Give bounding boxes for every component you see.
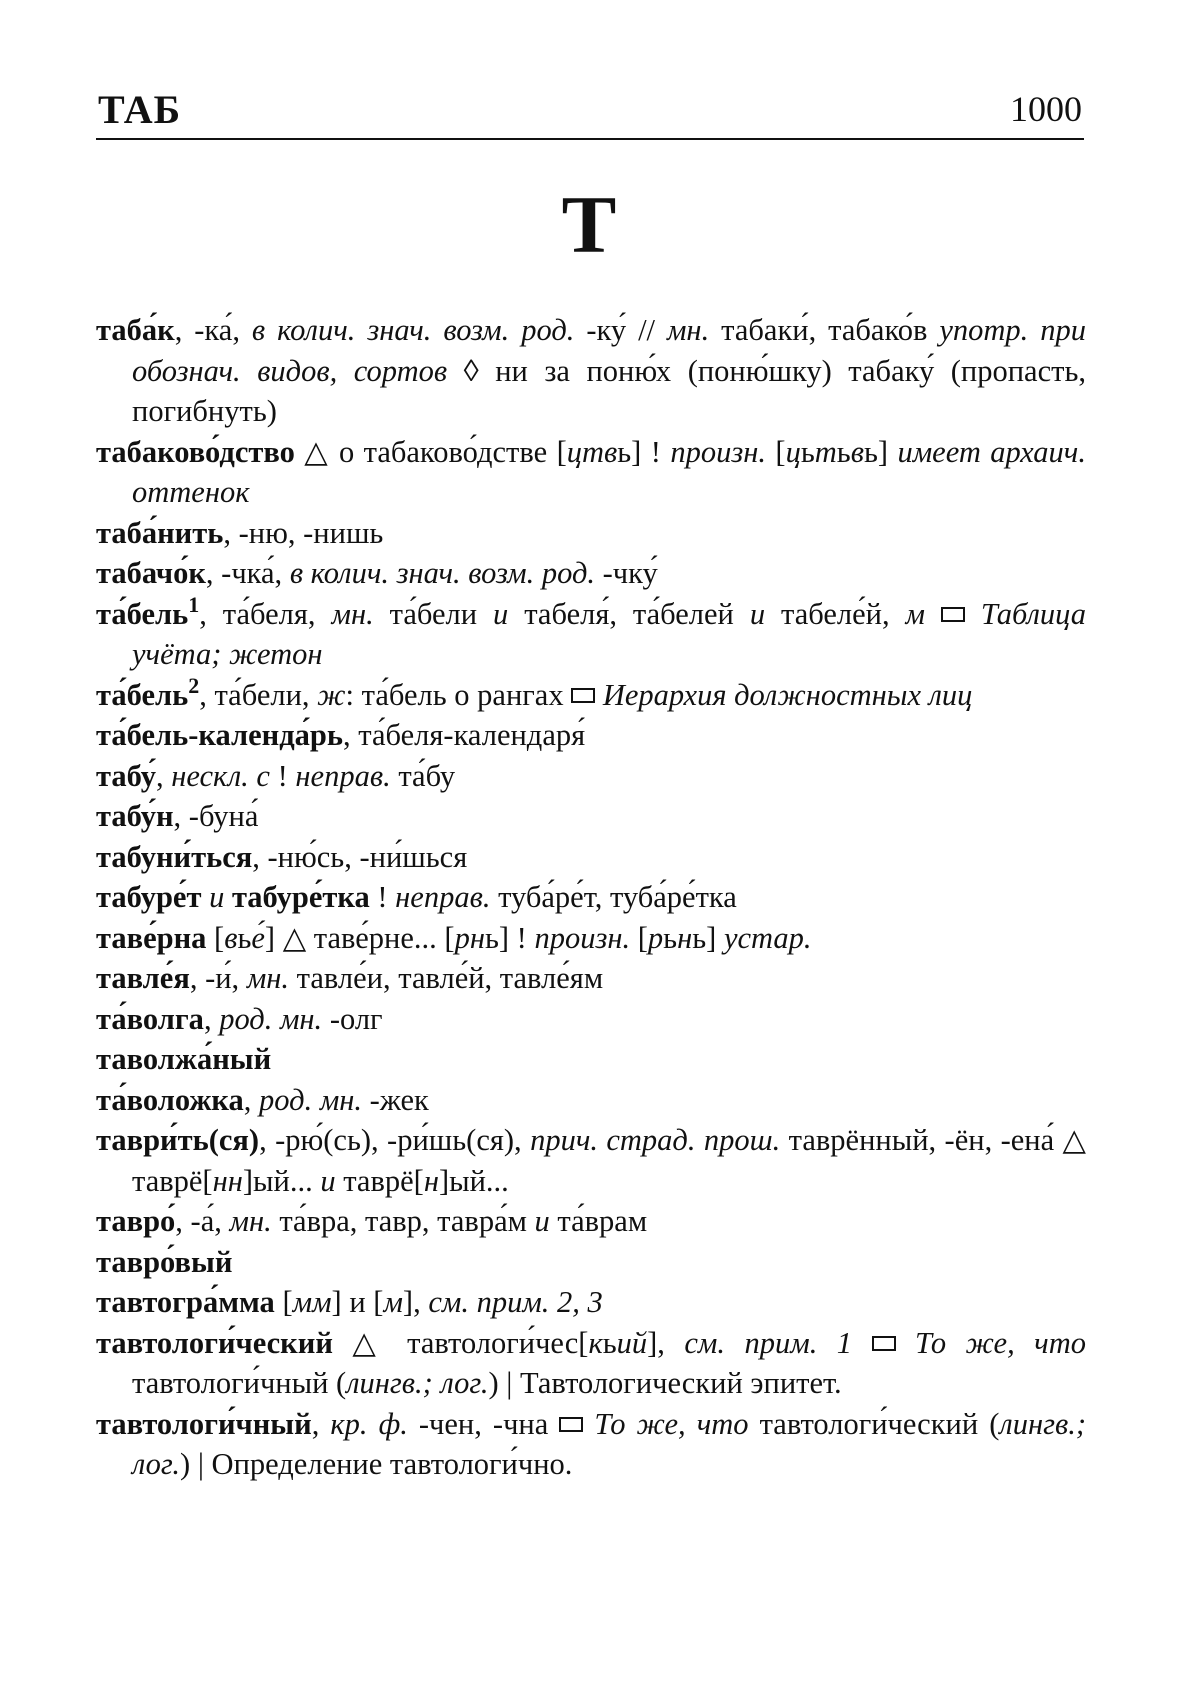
entry-text: та́бу	[390, 758, 456, 793]
entry-text: ь	[617, 434, 632, 469]
entry-text: △ тавтологи́чес[	[332, 1325, 589, 1360]
label-italic: н	[423, 1163, 439, 1198]
entry-text	[965, 597, 981, 631]
headword: табачо́к	[96, 556, 206, 590]
label-italic: произн.	[670, 434, 766, 469]
label-italic: цтв	[566, 434, 618, 469]
entry-text: , та́бели,	[199, 677, 318, 712]
entry-text	[852, 1326, 871, 1360]
entry-text: !	[369, 880, 396, 914]
entry-text: ь	[692, 920, 707, 955]
headword: табуре́т	[96, 880, 202, 914]
dictionary-entry	[96, 715, 1086, 756]
label-italic: Таблица учёта; жетон	[132, 596, 1086, 671]
label-italic: м	[383, 1285, 403, 1319]
label-italic: м	[905, 596, 925, 631]
entry-text: табеле́й,	[765, 596, 906, 631]
entry-text: [	[274, 1285, 293, 1319]
label-italic: устар.	[723, 920, 812, 955]
label-italic: и	[320, 1163, 336, 1198]
entries-list	[96, 310, 1086, 1485]
dictionary-entry	[96, 1039, 1086, 1080]
label-italic: см. прим. 2, 3	[428, 1285, 603, 1319]
label-italic: нескл. с	[171, 758, 270, 793]
label-italic: Иерархия должностных лиц	[602, 677, 973, 712]
headword: тавтологи́чный	[96, 1406, 312, 1441]
entry-text: : та́бель о рангах	[345, 677, 572, 712]
headword: тавтогра́мма	[96, 1285, 275, 1319]
label-italic: мн.	[229, 1204, 272, 1238]
label-italic: лингв.; лог.	[346, 1366, 489, 1400]
entry-text: ]ый...	[438, 1163, 509, 1198]
entry-text: ],	[647, 1325, 685, 1360]
headword: та́бель	[96, 677, 189, 712]
label-italic: мм	[292, 1285, 332, 1319]
entry-text: , -ню, -нишь	[223, 515, 384, 550]
headword: табу́н	[96, 799, 174, 833]
label-italic: То же, что	[594, 1406, 749, 1441]
entry-text: ,	[155, 758, 172, 793]
entry-text: , -ню́сь, -ни́шься	[252, 839, 468, 874]
entry-text: ,	[203, 1001, 220, 1036]
label-italic: в колич. знач. возм. род.	[289, 556, 595, 590]
entry-text: ,	[243, 1082, 260, 1117]
entry-text: ◊ ни за поню́х (поню́шку) табаку́ (пропасть, погибнуть)	[132, 353, 1086, 428]
entry-text: та́вра, тавр, тавра́м	[271, 1204, 535, 1238]
label-italic: род. мн.	[219, 1001, 323, 1036]
label-italic: в колич. знач. возм. род.	[251, 313, 575, 347]
dictionary-entry	[96, 310, 1086, 432]
entry-text: ] !	[498, 920, 535, 955]
label-italic: т	[814, 434, 837, 469]
entry-text: ]ый...	[242, 1163, 321, 1198]
headword: табаково́дство	[96, 434, 295, 469]
entry-text: та́врам	[549, 1204, 648, 1238]
label-italic: ж	[317, 677, 346, 712]
entry-text: -ку́ //	[574, 313, 667, 347]
dictionary-entry	[96, 877, 1086, 918]
entry-text: ] !	[631, 434, 671, 469]
entry-text: ] и [	[331, 1285, 384, 1319]
label-italic: мн.	[246, 961, 290, 995]
headword: таба́нить	[96, 515, 224, 550]
label-italic: ц	[785, 434, 801, 469]
dictionary-entry	[96, 999, 1086, 1040]
dictionary-entry	[96, 1120, 1086, 1201]
entry-text	[201, 880, 209, 914]
entry-text	[595, 678, 603, 712]
dictionary-entry	[96, 918, 1086, 959]
page-header	[96, 82, 1084, 140]
dictionary-entry	[96, 756, 1086, 797]
homonym-index: 1	[188, 591, 200, 617]
entry-text: таврё[	[335, 1163, 424, 1198]
entry-text: [	[630, 920, 648, 955]
headword: тавтологи́ческий	[96, 1325, 333, 1360]
entry-text: та́бели	[373, 596, 494, 631]
label-italic: и	[534, 1204, 550, 1238]
label-italic: и	[493, 596, 509, 631]
dictionary-entry	[96, 1404, 1086, 1485]
headword: табуре́тка	[231, 880, 370, 914]
entry-text: тавле́и, тавле́й, тавле́ям	[289, 961, 604, 995]
entry-text: ],	[402, 1285, 429, 1319]
dictionary-entry	[96, 591, 1086, 675]
headword: та́волга	[96, 1001, 204, 1036]
dictionary-entry	[96, 553, 1086, 594]
label-italic: неправ.	[395, 880, 491, 914]
dictionary-entry	[96, 1201, 1086, 1242]
label-italic: и	[749, 596, 766, 631]
headword: та́воложка	[96, 1082, 244, 1117]
label-italic: мн.	[331, 596, 374, 631]
label-italic: лингв.; лог.	[132, 1406, 1086, 1481]
label-italic: ий	[616, 1325, 648, 1360]
entry-text: , та́беля,	[199, 596, 332, 631]
entry-text: △ о табаково́дстве [	[294, 434, 567, 469]
dictionary-entry	[96, 432, 1086, 513]
label-italic: мн.	[666, 313, 710, 347]
label-italic: неправ.	[295, 758, 391, 793]
entry-text: ]	[877, 434, 898, 469]
entry-text: , та́беля-календаря́	[343, 718, 586, 752]
dictionary-entry	[96, 1242, 1086, 1283]
label-italic: нн	[212, 1163, 243, 1198]
entry-text: тавтологи́ческий (	[748, 1406, 1000, 1441]
headword: табу́	[96, 758, 156, 793]
entry-text: , -буна́	[173, 799, 259, 833]
definition-box-icon	[872, 1336, 896, 1351]
headword: таба́к	[96, 313, 175, 347]
entry-text: , -а́,	[175, 1204, 230, 1238]
label-italic: в	[850, 434, 864, 469]
entry-text: , -и́,	[189, 961, 247, 995]
entry-text: табаки́, табако́в	[709, 313, 940, 347]
entry-text: ) | Определение тавтологи́чно.	[180, 1447, 573, 1481]
dictionary-entry	[96, 958, 1086, 999]
entry-text: ) | Тавтологический эпитет.	[488, 1366, 842, 1400]
label-italic: к	[588, 1325, 603, 1360]
dictionary-entry	[96, 1323, 1086, 1404]
entry-text: , -ка́,	[174, 313, 252, 347]
label-italic: см. прим. 1	[684, 1325, 853, 1360]
label-italic: в	[224, 920, 238, 955]
definition-box-icon	[941, 607, 965, 622]
entry-text: ь	[863, 434, 878, 469]
definition-box-icon	[559, 1417, 583, 1432]
entry-text: !	[269, 758, 296, 793]
entry-text: , -рю́(сь), -ри́шь(ся),	[259, 1123, 531, 1157]
headword: тавле́я	[96, 961, 190, 995]
label-italic: кр. ф.	[330, 1406, 408, 1441]
entry-text: туба́ре́т, туба́ре́тка	[490, 880, 737, 914]
page-number: 1000	[1010, 89, 1082, 129]
entry-text	[925, 597, 941, 631]
entry-text: ь	[663, 920, 678, 955]
headword: таври́ть(ся)	[96, 1123, 260, 1157]
entry-text: ь	[800, 434, 815, 469]
entry-text	[224, 880, 232, 914]
label-italic: и	[209, 880, 225, 914]
entry-text: таврённый, -ён, -ена́ △ таврё[	[132, 1123, 1086, 1198]
guide-word: ТАБ	[98, 87, 182, 132]
entry-text: -жек	[362, 1082, 429, 1117]
entry-text: ь	[484, 920, 499, 955]
entry-text: тавтологи́чный (	[132, 1366, 347, 1400]
label-italic: рн	[454, 920, 485, 955]
headword: табуни́ться	[96, 839, 253, 874]
entry-text: ]	[706, 920, 724, 955]
entry-text	[896, 1326, 915, 1360]
entry-text: -чен, -чна	[407, 1406, 560, 1441]
entry-text: -чку́	[595, 556, 658, 590]
headword: та́бель	[96, 596, 189, 631]
homonym-index: 2	[188, 672, 200, 698]
dictionary-entry	[96, 837, 1086, 878]
entry-text	[583, 1407, 594, 1441]
label-italic: род. мн.	[259, 1082, 363, 1117]
label-italic: н	[677, 920, 693, 955]
entry-text: ] △ таве́рне... [	[264, 920, 455, 955]
headword: тавро́вый	[96, 1244, 233, 1279]
label-italic: р	[647, 920, 664, 955]
headword: таволжа́ный	[96, 1042, 272, 1076]
entry-text: -олг	[322, 1001, 383, 1036]
headword: таве́рна	[96, 920, 207, 955]
label-italic: прич. страд. прош.	[530, 1123, 781, 1157]
entry-text: , -чка́,	[205, 556, 290, 590]
entry-text: [	[765, 434, 786, 469]
entry-text: ,	[311, 1406, 331, 1441]
dictionary-entry	[96, 672, 1086, 716]
entry-text: ь	[602, 1325, 617, 1360]
definition-box-icon	[571, 688, 595, 703]
entry-text: ь	[237, 920, 252, 955]
label-italic: е́	[251, 920, 265, 955]
entry-text: табеля́, та́белей	[508, 596, 750, 631]
dictionary-entry	[96, 513, 1086, 554]
entry-text: [	[206, 920, 225, 955]
label-italic: произн.	[534, 920, 631, 955]
entry-text: ь	[836, 434, 851, 469]
section-letter: Т	[561, 179, 617, 270]
label-italic: То же, что	[914, 1325, 1086, 1360]
label-italic: употр. при обознач. видов, сортов	[132, 313, 1086, 388]
dictionary-entry	[96, 1282, 1086, 1323]
dictionary-entry	[96, 796, 1086, 837]
dictionary-entry	[96, 1080, 1086, 1121]
headword: тавро́	[96, 1204, 176, 1238]
headword: та́бель-календа́рь	[96, 718, 344, 752]
label-italic: имеет архаич. оттенок	[132, 434, 1086, 509]
